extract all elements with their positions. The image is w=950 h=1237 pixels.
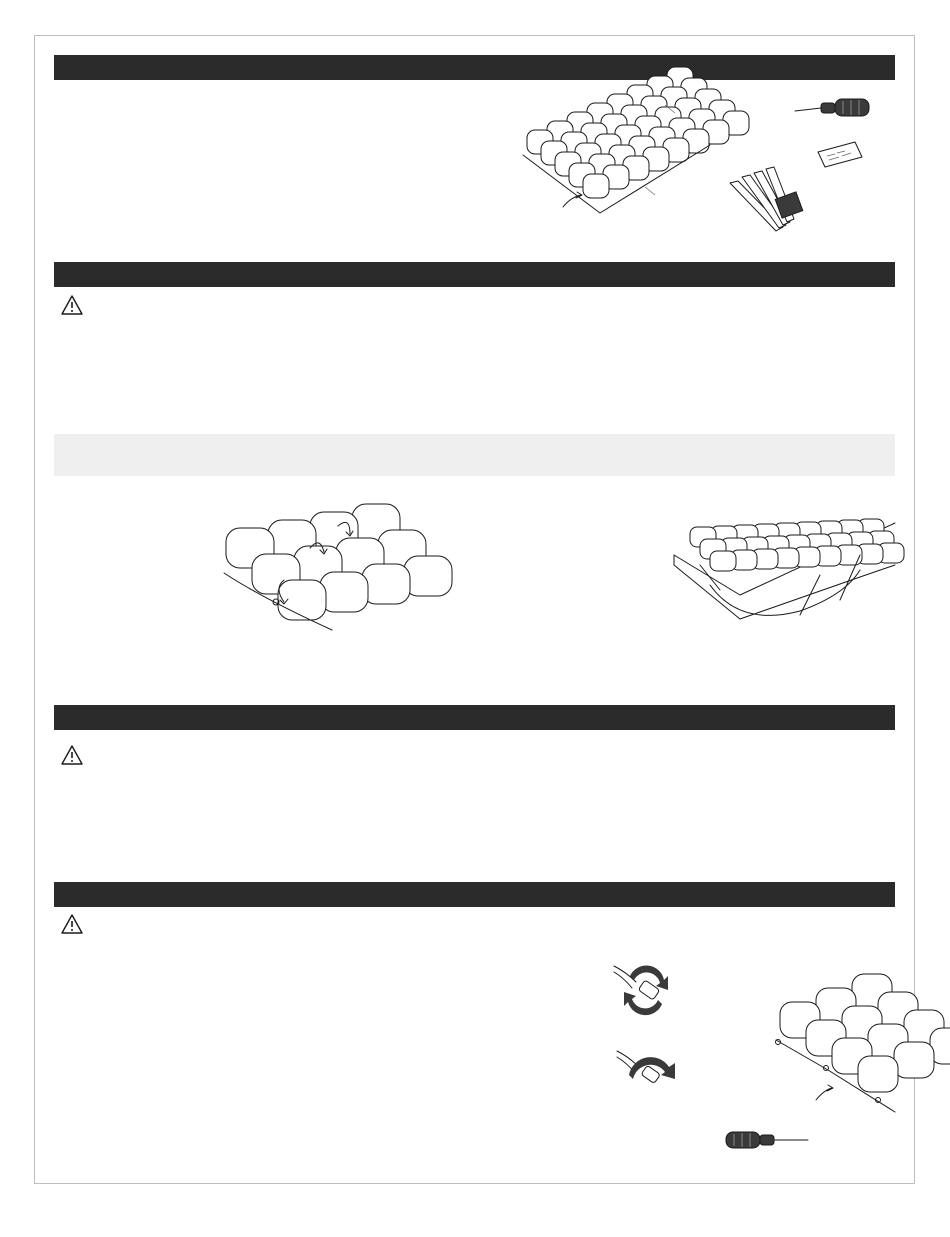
patch-strips-icon: [728, 165, 808, 235]
air-cell: [894, 1042, 934, 1078]
callout-line: [645, 187, 655, 195]
air-cell: [404, 556, 452, 596]
valve-close-rotate-icon: [615, 1045, 680, 1100]
valve-open-rotate-icon: [612, 962, 677, 1022]
section-header-bar-2: [54, 262, 895, 287]
seat-sling: [710, 570, 860, 615]
note-band: [54, 434, 895, 476]
pump-tool-icon: [793, 95, 873, 125]
section-header-bar-1: [54, 55, 895, 80]
section-header-bar-4: [54, 882, 895, 907]
cell-closeup-illustration: [222, 518, 412, 636]
cushion-strapped-illustration: [670, 515, 900, 630]
cushion-overview-illustration: [515, 85, 715, 220]
strapped-cells: [690, 519, 904, 571]
pointer-arrowhead: [827, 1085, 833, 1091]
pump-tool-icon-2: [722, 1128, 812, 1154]
warning-triangle-icon: [61, 744, 83, 766]
air-cell: [362, 564, 410, 604]
warning-triangle-icon: [61, 913, 83, 935]
repair-kit-card-icon: [815, 140, 865, 170]
corner-cells: [780, 974, 950, 1092]
air-cell: [583, 174, 609, 198]
section-header-bar-3: [54, 705, 895, 730]
air-cell: [710, 551, 736, 571]
air-cell: [858, 1056, 898, 1092]
air-cell: [278, 580, 326, 620]
air-cell: [320, 572, 368, 612]
cushion-corner-illustration: [770, 962, 900, 1112]
warning-triangle-icon: [61, 294, 83, 316]
